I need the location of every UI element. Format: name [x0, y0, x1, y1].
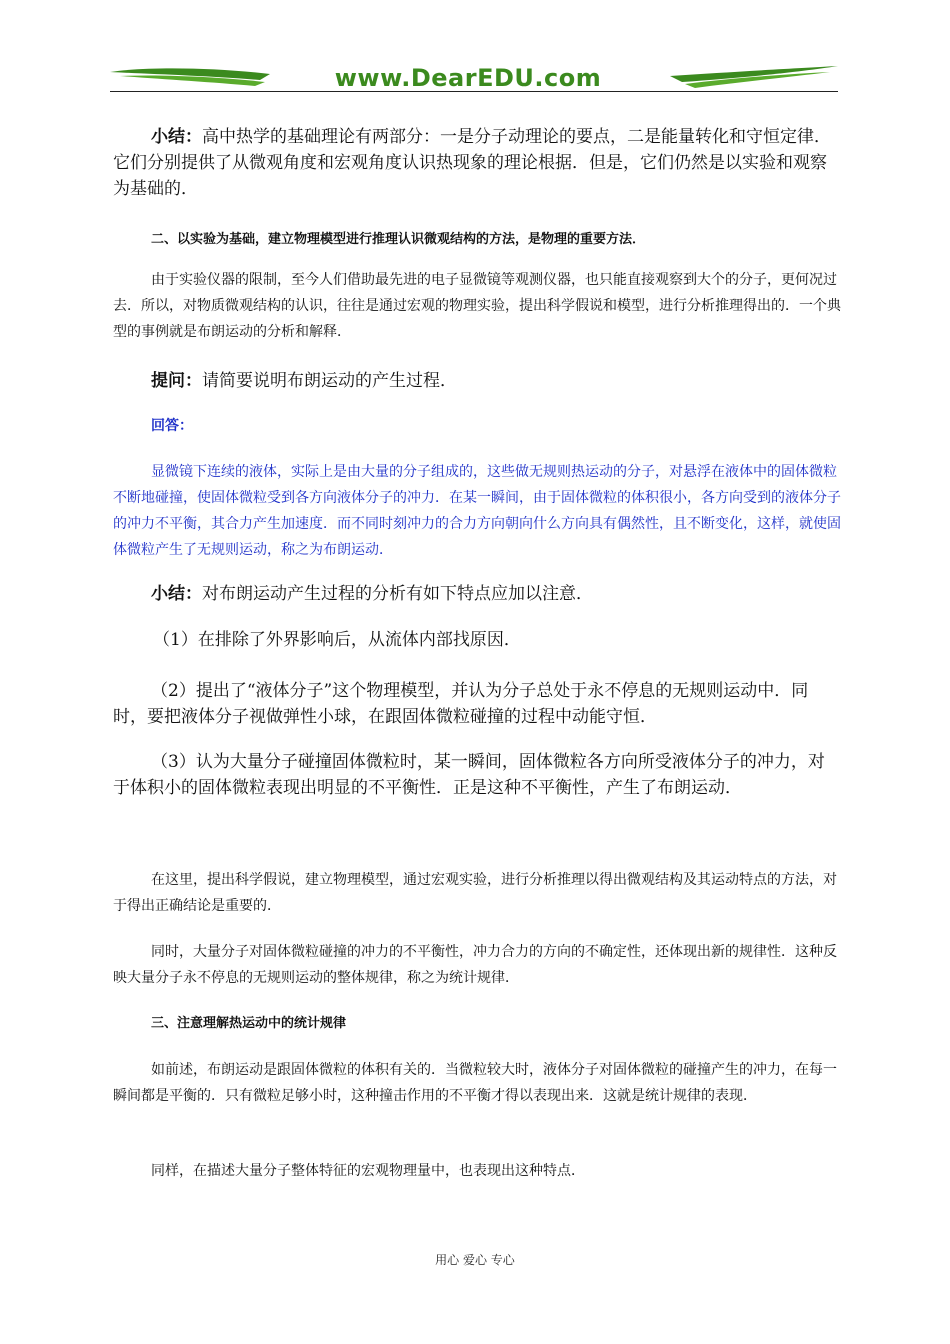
paragraph-method: 在这里，提出科学假说，建立物理模型，通过宏观实验，进行分析推理以得出微观结构及其运动特点的方法，对于得出正确结论是重要的． [113, 872, 837, 914]
point-2: （2）提出了“液体分子”这个物理模型，并认为分子总处于永不停息的无规则运动中．同时，要把液体分子视做弹性小球，在跟固体微粒碰撞的过程中动能守恒． [113, 681, 809, 727]
question-paragraph [113, 368, 841, 394]
summary-paragraph-1 [113, 124, 841, 202]
summary-text: 对布朗运动产生过程的分析有如下特点应加以注意． [202, 584, 593, 604]
header-divider [110, 91, 838, 92]
site-brand-logo: www.DearEDU.com [334, 64, 602, 92]
section-heading-3: 三、注意理解热运动中的统计规律 [151, 1016, 347, 1031]
paragraph-particle-size: 如前述，布朗运动是跟固体微粒的体积有关的．当微粒较大时，液体分子对固体微粒的碰撞产生的冲力，在每一瞬间都是平衡的．只有微粒足够小时，这种撞击作用的不平衡才得以表现出来．这就是统计规律的表现． [113, 1062, 837, 1104]
question-text: 请简要说明布朗运动的产生过程． [202, 371, 457, 391]
answer-label: 回答： [151, 418, 193, 434]
paragraph-statistics: 同时，大量分子对固体微粒碰撞的冲力的不平衡性，冲力合力的方向的不确定性，还体现出新的规律性．这种反映大量分子永不停息的无规则运动的整体规律，称之为统计规律． [113, 944, 837, 986]
section-heading-2: 二、以实验为基础，建立物理模型进行推理认识微观结构的方法，是物理的重要方法． [151, 232, 646, 247]
summary-paragraph-2 [113, 581, 841, 607]
answer-paragraph: 显微镜下连续的液体，实际上是由大量的分子组成的，这些做无规则热运动的分子，对悬浮在液体中的固体微粒不断地碰撞，使固体微粒受到各方向液体分子的冲力．在某一瞬间，由于固体微粒的体积很小，各方向受到的液体分子的冲力不平衡，其合力产生加速度．而不同时刻冲力的合力方向朝向什么方向具有偶然性，且不断变化，这样，就使固体微粒产生了无规则运动，称之为布朗运动． [113, 464, 841, 558]
point-3: （3）认为大量分子碰撞固体微粒时，某一瞬间，固体微粒各方向所受液体分子的冲力，对于体积小的固体微粒表现出明显的不平衡性．正是这种不平衡性，产生了布朗运动． [113, 752, 825, 798]
page-footer: 用心 爱心 专心 [435, 1253, 515, 1267]
point-1: （1）在排除了外界影响后，从流体内部找原因． [153, 630, 521, 650]
summary-text: 高中热学的基础理论有两部分：一是分子动理论的要点，二是能量转化和守恒定律．它们分别提供了从微观角度和宏观角度认识热现象的理论根据．但是，它们仍然是以实验和观察为基础的． [113, 127, 831, 199]
question-label: 提问： [151, 371, 202, 391]
paragraph-instrument-limits: 由于实验仪器的限制，至今人们借助最先进的电子显微镜等观测仪器，也只能直接观察到大个的分子，更何况过去．所以，对物质微观结构的认识，往往是通过宏观的物理实验，提出科学假说和模型，进行分析推理得出的．一个典型的事例就是布朗运动的分析和解释． [113, 272, 841, 340]
paragraph-likewise: 同样，在描述大量分子整体特征的宏观物理量中，也表现出这种特点． [151, 1163, 585, 1179]
summary-label: 小结： [151, 127, 202, 147]
summary-label: 小结： [151, 584, 202, 604]
